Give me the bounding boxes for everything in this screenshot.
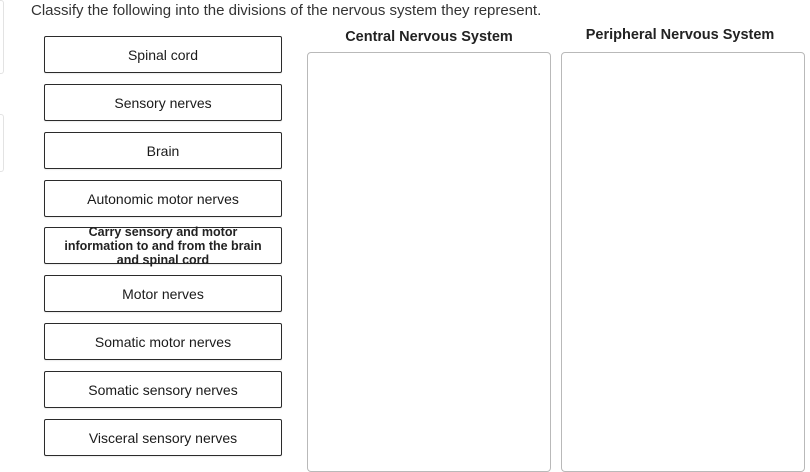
draggable-item-somatic-sensory-nerves[interactable]: Somatic sensory nerves: [44, 371, 282, 408]
draggable-item-somatic-motor-nerves[interactable]: Somatic motor nerves: [44, 323, 282, 360]
draggable-item-carry-sensory-motor-info[interactable]: Carry sensory and motor information to and from the brain and spinal cord: [44, 227, 282, 264]
draggable-item-motor-nerves[interactable]: Motor nerves: [44, 275, 282, 312]
draggable-item-autonomic-motor-nerves[interactable]: Autonomic motor nerves: [44, 180, 282, 217]
draggable-item-spinal-cord[interactable]: Spinal cord: [44, 36, 282, 73]
left-panel-edge-bottom: [0, 114, 4, 172]
category-title-cns: Central Nervous System: [345, 29, 513, 45]
draggable-item-visceral-sensory-nerves[interactable]: Visceral sensory nerves: [44, 419, 282, 456]
draggable-item-brain[interactable]: Brain: [44, 132, 282, 169]
category-title-pns: Peripheral Nervous System: [585, 27, 775, 43]
left-panel-edge-top: [0, 0, 4, 74]
dropzone-cns[interactable]: [307, 52, 551, 472]
dropzone-pns[interactable]: [561, 52, 805, 472]
question-prompt: Classify the following into the divisions of the nervous system they represent.: [31, 2, 542, 19]
draggable-item-sensory-nerves[interactable]: Sensory nerves: [44, 84, 282, 121]
